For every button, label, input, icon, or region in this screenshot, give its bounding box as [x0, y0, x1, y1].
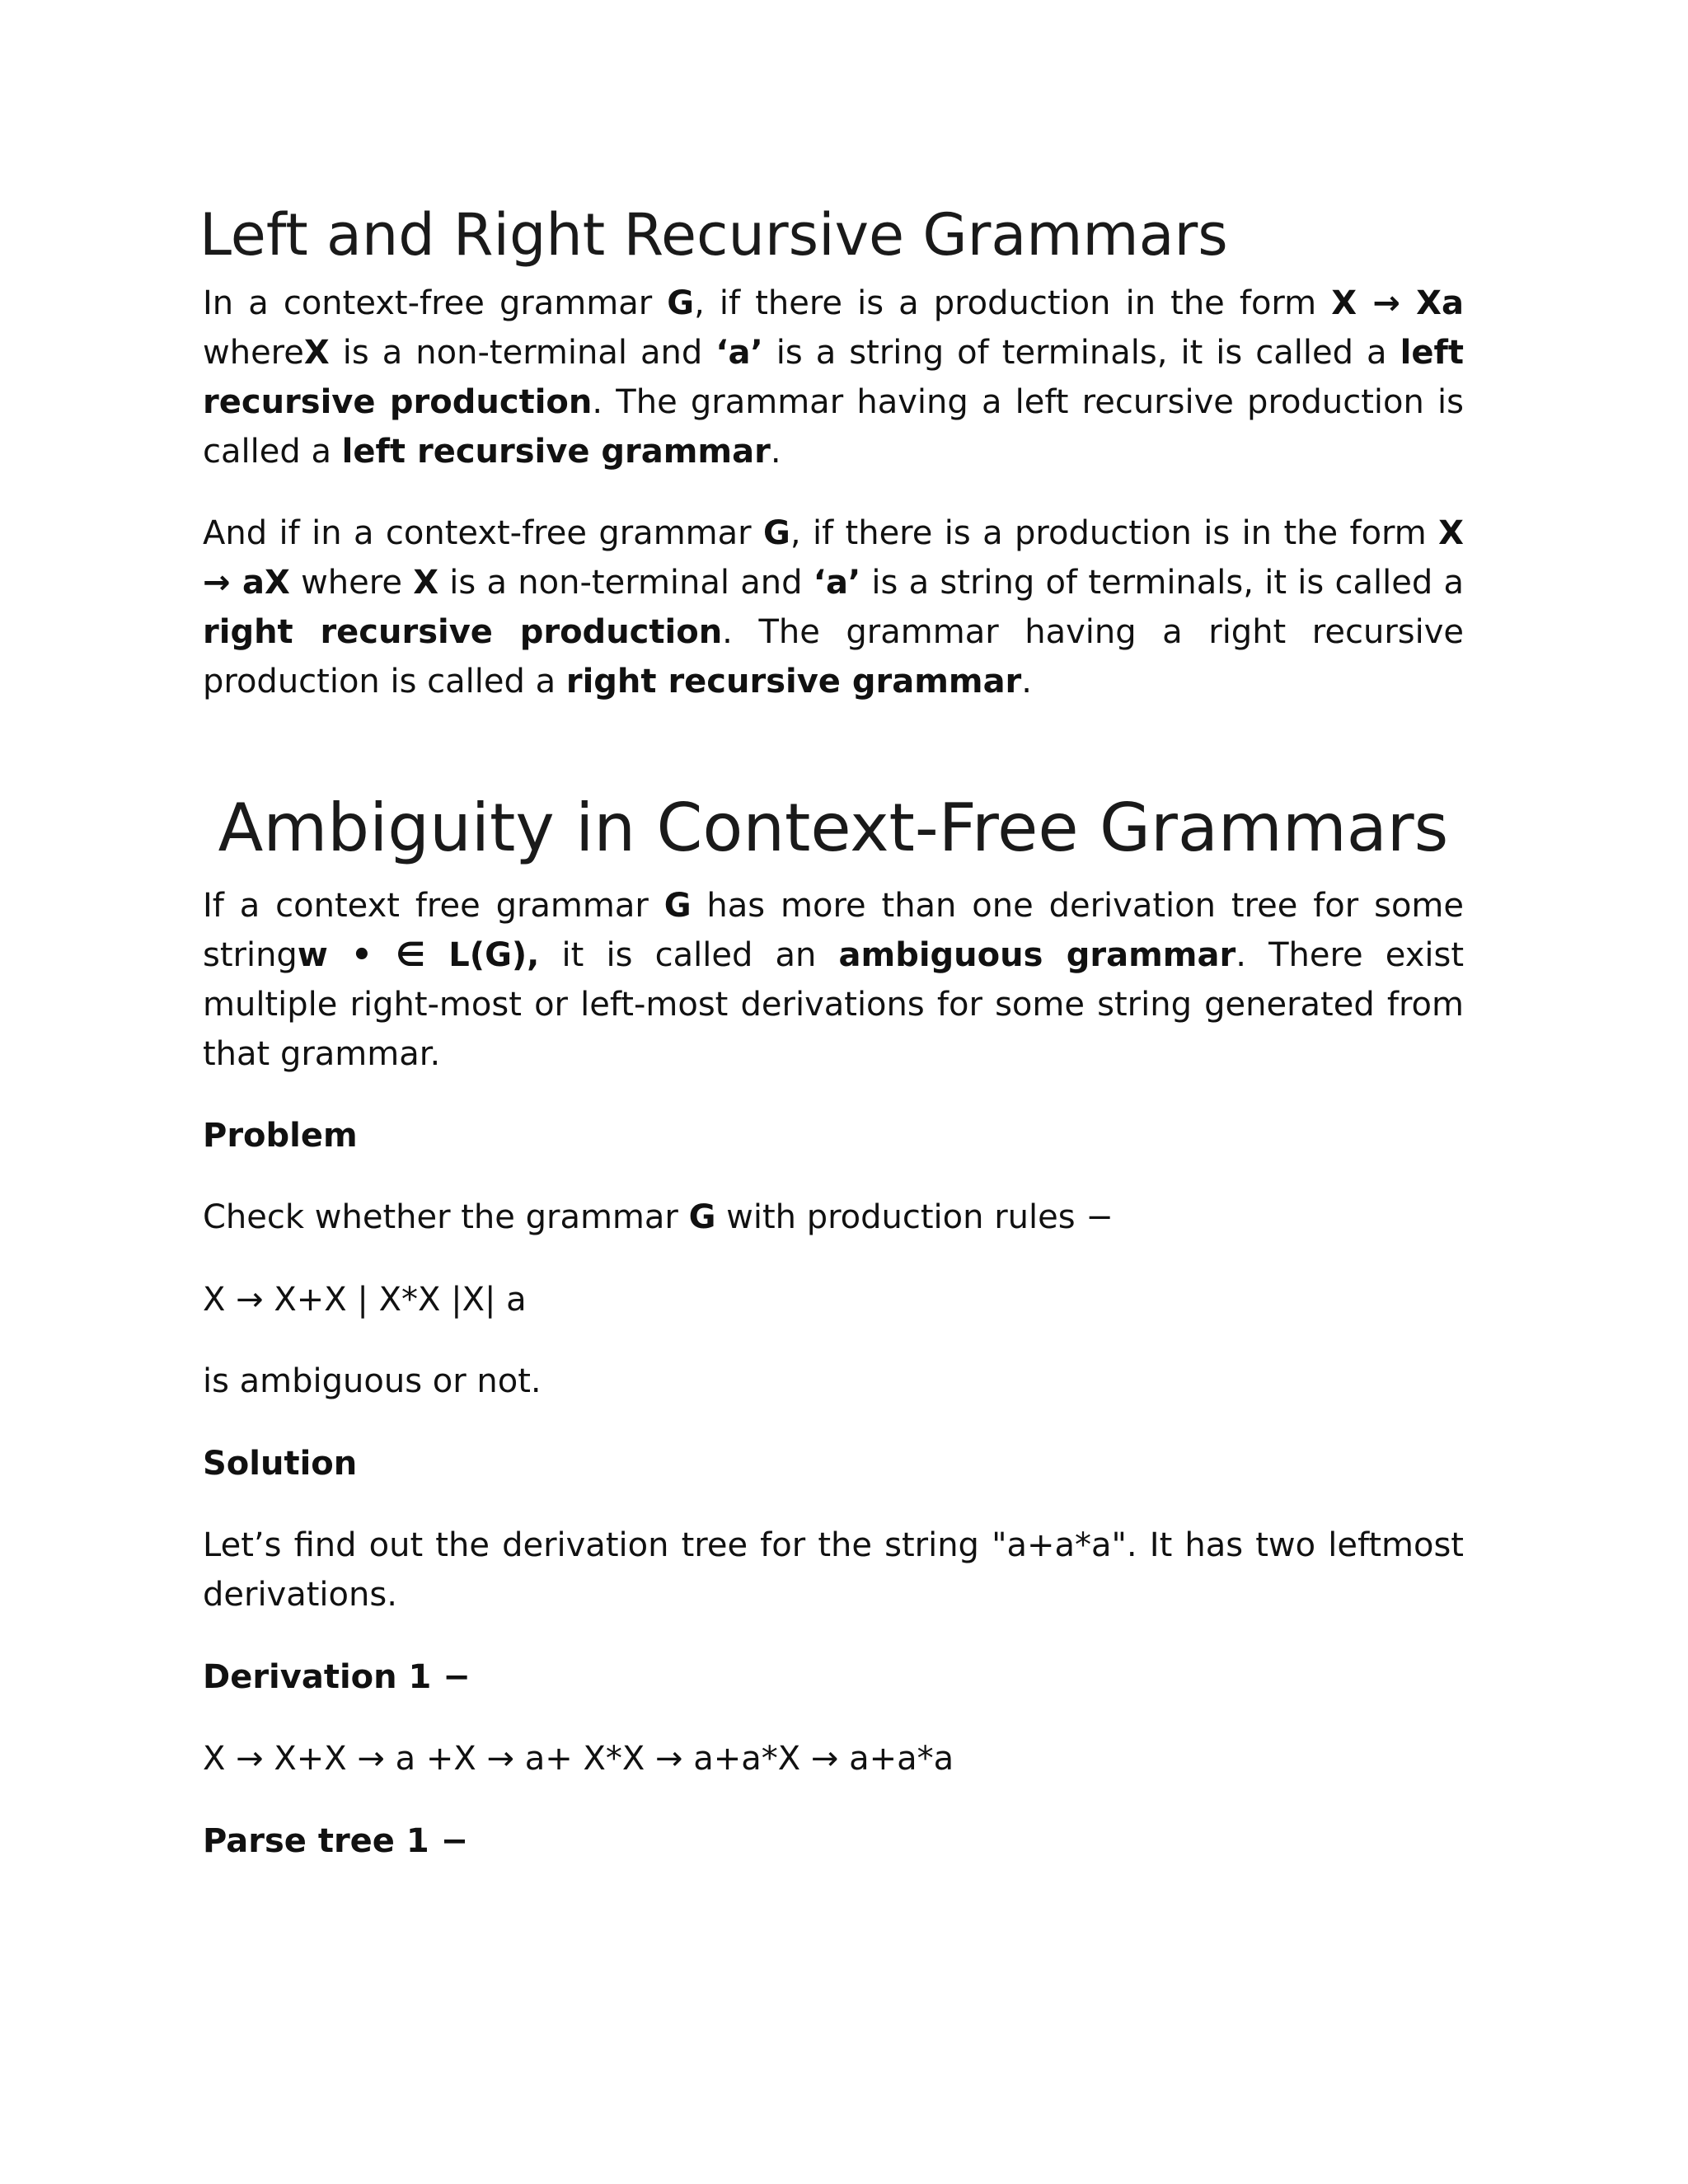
bold-text: left recursive grammar: [341, 433, 771, 471]
solution-label: [203, 1439, 357, 1488]
text: . The grammar having a right recursive production is called a: [203, 613, 1464, 701]
bold-text: X → Xa: [1331, 284, 1464, 322]
problem-question: is ambiguous or not.: [203, 1362, 542, 1400]
text: where: [289, 564, 414, 602]
problem-statement: [203, 1193, 1114, 1242]
text: is a non-terminal and: [329, 334, 716, 372]
text: In a context-free grammar: [203, 284, 668, 322]
bold-text: ‘a’: [715, 334, 763, 372]
text: .: [1021, 663, 1033, 701]
heading-left-right-recursive: Left and Right Recursive Grammars: [199, 201, 1228, 269]
bold-text: Solution: [203, 1445, 358, 1483]
bold-text: Parse tree 1 −: [203, 1822, 469, 1860]
text: has more than one derivation tree for some string: [203, 887, 1464, 974]
bold-text: G: [663, 887, 692, 925]
text: is a string of terminals, it is called a: [860, 564, 1464, 602]
problem-label: [203, 1111, 358, 1160]
text: it is called an: [539, 936, 839, 974]
derivation1-label: [203, 1652, 471, 1702]
text: And if in a context-free grammar: [203, 514, 763, 552]
bold-text: ‘a’: [813, 564, 861, 602]
text: Check whether the grammar: [203, 1198, 689, 1236]
bold-text: ambiguous grammar: [838, 936, 1236, 974]
solution-text: Let’s find out the derivation tree for the string "a+a*a". It has two leftmost derivations.: [203, 1526, 1464, 1614]
derivation1-steps: X → X+X → a +X → a+ X*X → a+a*X → a+a*a: [203, 1740, 954, 1778]
paragraph-right-recursive: [203, 509, 1464, 706]
bold-text: left recursive production: [203, 334, 1464, 421]
bold-text: right recursive grammar: [565, 663, 1022, 701]
text: .: [770, 433, 781, 471]
text: . The grammar having a left recursive production is called a: [203, 383, 1465, 471]
paragraph-left-recursive: [203, 279, 1464, 476]
bold-text: G: [762, 514, 790, 552]
text: , if there is a production in the form: [694, 284, 1332, 322]
parse-tree1-label: [203, 1816, 468, 1866]
bold-text: right recursive production: [203, 613, 723, 651]
bold-text: G: [688, 1198, 716, 1236]
bold-text: Derivation 1 −: [203, 1658, 471, 1696]
text: with production rules −: [715, 1198, 1114, 1236]
text: . There exist multiple right-most or left-most derivations for some string generated from that grammar.: [203, 936, 1465, 1073]
paragraph-ambiguity: [203, 881, 1464, 1079]
bold-text: G: [667, 284, 695, 322]
production-rule: X → X+X | X*X |X| a: [203, 1281, 527, 1319]
bold-text: X → aX: [203, 514, 1464, 602]
bold-text: X: [303, 334, 330, 372]
text: is a non-terminal and: [438, 564, 814, 602]
text: is a string of terminals, it is called a: [762, 334, 1400, 372]
text: where: [203, 334, 304, 372]
text: If a context free grammar: [203, 887, 664, 925]
text: , if there is a production is in the form: [790, 514, 1439, 552]
bold-text: Problem: [203, 1117, 358, 1155]
heading-ambiguity: Ambiguity in Context-Free Grammars: [218, 790, 1449, 866]
bold-text: w • ∈ L(G),: [297, 936, 540, 974]
bold-text: X: [413, 564, 439, 602]
